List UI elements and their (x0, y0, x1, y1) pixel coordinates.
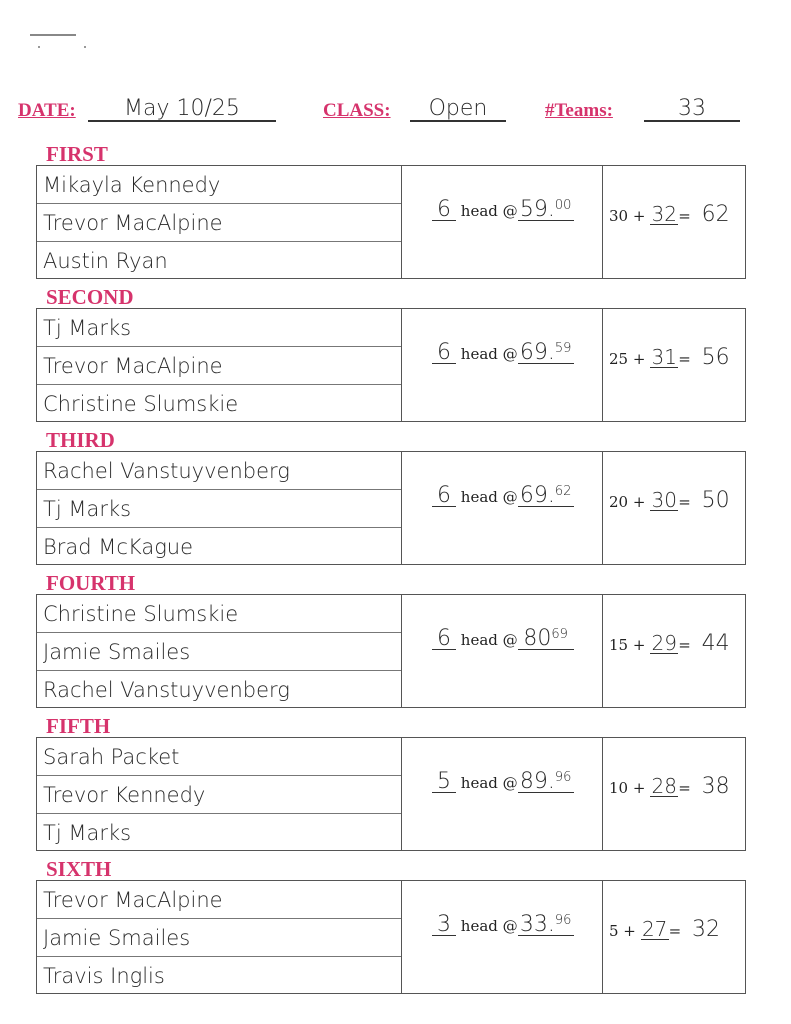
base-points: 25 + (609, 350, 646, 368)
team-member-name: Rachel Vanstuyvenberg (43, 678, 290, 702)
result-block (36, 880, 746, 994)
total-points: 56 (701, 345, 730, 370)
points-cell (603, 309, 747, 421)
price-cents: 96 (554, 913, 572, 928)
head-at-label: head @ (460, 202, 518, 220)
price-cents: 62 (554, 484, 572, 499)
head-at-label: head @ (460, 774, 518, 792)
teams-value: 33 (644, 98, 740, 122)
price-dollars: 69. (519, 483, 555, 508)
head-count: 6 (432, 200, 456, 221)
team-member-name: Travis Inglis (43, 964, 165, 988)
head-price-cell (402, 595, 603, 707)
price-dollars: 33. (519, 912, 555, 937)
bonus-points: 29 (651, 631, 677, 655)
points-cell (603, 881, 747, 993)
price-dollars: 80 (523, 626, 552, 651)
price-value (518, 912, 574, 937)
date-value: May 10/25 (88, 98, 276, 122)
class-value: Open (410, 98, 506, 122)
teams-label: #Teams: (545, 100, 613, 121)
place-heading: SECOND (46, 285, 134, 309)
team-member-name: Christine Slumskie (43, 392, 239, 416)
equals-sign: = (678, 207, 691, 225)
bonus-points: 30 (651, 488, 677, 512)
class-label: CLASS: (323, 100, 391, 121)
head-count: 6 (432, 486, 456, 507)
place-heading: THIRD (46, 428, 115, 452)
head-count: 3 (432, 915, 456, 936)
total-points: 32 (692, 917, 721, 942)
price-value (518, 769, 574, 794)
head-at-label: head @ (460, 488, 518, 506)
team-names (37, 309, 402, 421)
team-member-name: Jamie Smailes (37, 633, 401, 671)
head-price-cell (402, 452, 603, 564)
head-count: 5 (432, 772, 456, 793)
price-cents: 59 (554, 341, 572, 356)
place-heading: FIFTH (46, 714, 111, 738)
head-at-label: head @ (460, 631, 518, 649)
team-member-name: Austin Ryan (43, 249, 168, 273)
price-value (518, 626, 574, 651)
team-member-name: Brad McKague (43, 535, 194, 559)
team-member-name: Trevor MacAlpine (37, 881, 401, 919)
place-heading: FOURTH (46, 571, 136, 595)
price-cents: 69 (551, 627, 568, 642)
scan-artifact-dot (38, 46, 40, 48)
points-cell (603, 595, 747, 707)
result-block (36, 594, 746, 708)
team-member-name: Trevor MacAlpine (37, 347, 401, 385)
team-member-name: Tj Marks (43, 821, 132, 845)
head-price-cell (402, 309, 603, 421)
base-points: 5 + (609, 922, 636, 940)
date-label: DATE: (18, 100, 76, 121)
place-heading: FIRST (46, 142, 108, 166)
team-member-name: Christine Slumskie (37, 595, 401, 633)
team-member-name: Trevor Kennedy (37, 776, 401, 814)
team-member-name: Tj Marks (37, 490, 401, 528)
result-block (36, 737, 746, 851)
team-names (37, 738, 402, 850)
head-price-cell (402, 881, 603, 993)
team-member-name: Rachel Vanstuyvenberg (37, 452, 401, 490)
head-price-cell (402, 738, 603, 850)
head-at-label: head @ (460, 917, 518, 935)
team-member-name: Trevor MacAlpine (37, 204, 401, 242)
total-points: 62 (701, 202, 730, 227)
equals-sign: = (678, 779, 691, 797)
total-points: 44 (701, 631, 730, 656)
scan-artifact-dot (84, 46, 86, 48)
result-block (36, 451, 746, 565)
team-names (37, 595, 402, 707)
price-value (518, 483, 574, 508)
head-at-label: head @ (460, 345, 518, 363)
team-names (37, 452, 402, 564)
base-points: 30 + (609, 207, 646, 225)
team-member-name: Sarah Packet (37, 738, 401, 776)
base-points: 10 + (609, 779, 646, 797)
price-value (518, 197, 574, 222)
price-dollars: 89. (519, 769, 555, 794)
equals-sign: = (678, 350, 691, 368)
points-cell (603, 166, 747, 278)
base-points: 15 + (609, 636, 646, 654)
price-value (518, 340, 574, 365)
bonus-points: 31 (651, 345, 677, 369)
total-points: 38 (701, 774, 730, 799)
team-member-name: Mikayla Kennedy (37, 166, 401, 204)
equals-sign: = (678, 493, 691, 511)
result-block (36, 165, 746, 279)
head-count: 6 (432, 343, 456, 364)
place-heading: SIXTH (46, 857, 112, 881)
price-dollars: 59. (519, 197, 555, 222)
bonus-points: 32 (651, 202, 677, 226)
equals-sign: = (678, 636, 691, 654)
head-price-cell (402, 166, 603, 278)
result-block (36, 308, 746, 422)
price-cents: 00 (554, 198, 572, 213)
points-cell (603, 738, 747, 850)
base-points: 20 + (609, 493, 646, 511)
head-count: 6 (432, 629, 456, 650)
team-names (37, 881, 402, 993)
team-member-name: Jamie Smailes (37, 919, 401, 957)
points-cell (603, 452, 747, 564)
team-names (37, 166, 402, 278)
equals-sign: = (668, 922, 682, 940)
price-dollars: 69. (519, 340, 555, 365)
bonus-points: 28 (651, 774, 677, 798)
bonus-points: 27 (641, 917, 668, 941)
team-member-name: Tj Marks (37, 309, 401, 347)
total-points: 50 (701, 488, 730, 513)
price-cents: 96 (554, 770, 572, 785)
scan-artifact-line (30, 34, 76, 36)
